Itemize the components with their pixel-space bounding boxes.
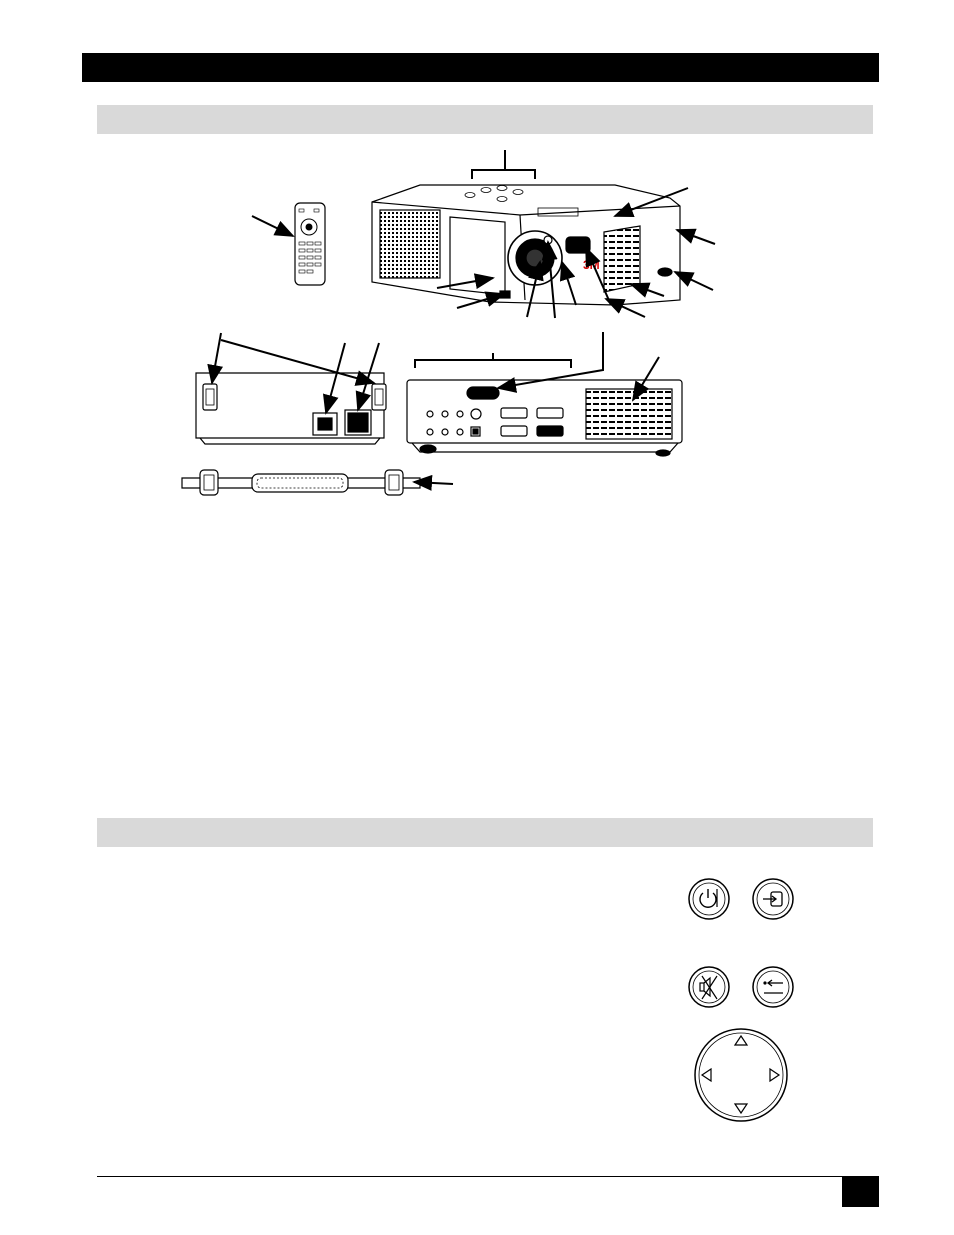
projector-front-view — [372, 185, 680, 305]
remote-control — [295, 203, 325, 285]
brand-mark: 3M — [583, 258, 600, 272]
projector-rear-view — [407, 380, 682, 456]
carrying-strap — [182, 470, 420, 495]
footer-rule — [97, 1176, 879, 1177]
section-band-keypad — [97, 818, 873, 847]
page-number-box — [842, 1176, 879, 1207]
